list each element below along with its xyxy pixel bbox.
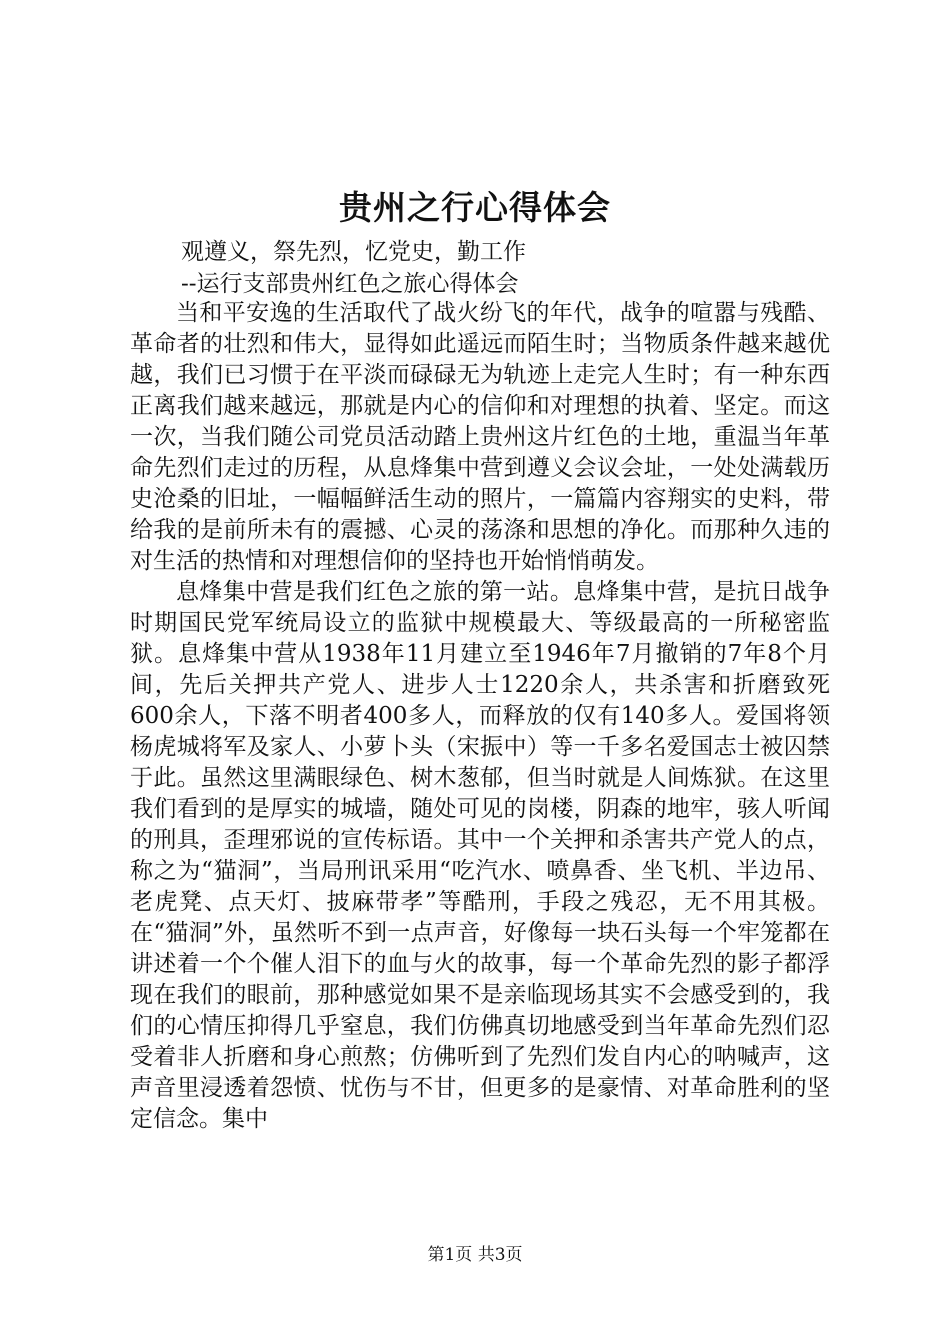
document-title: 贵州之行心得体会	[339, 188, 611, 227]
body-paragraph: 息烽集中营是我们红色之旅的第一站。息烽集中营，是抗日战争时期国民党军统局设立的监狱中规模最大、等级最高的一所秘密监狱。息烽集中营从1938年11月建立至1946年7月撤销的7年8个月间，先后关押共产党人、进步人士1220余人，共杀害和折磨致死600余人，下落不明者400多人，而释放的仅有140多人。爱国将领杨虎城将军及家人、小萝卜头（宋振中）等一千多名爱国志士被囚禁于此。虽然这里满眼绿色、树木葱郁，但当时就是人间炼狱。在这里我们看到的是厚实的城墙，随处可见的岗楼，阴森的地牢，骇人听闻的刑具，歪理邪说的宣传标语。其中一个关押和杀害共产党人的点，称之为“猫洞”，当局刑讯采用“吃汽水、喷鼻香、坐飞机、半边吊、老虎凳、点天灯、披麻带孝”等酷刑，手段之残忍，无不用其极。在“猫洞”外，虽然听不到一点声音，好像每一块石头每一个牢笼都在讲述着一个个催人泪下的血与火的故事，每一个革命先烈的影子都浮现在我们的眼前，那种感觉如果不是亲临现场其实不会感受到的，我们的心情压抑得几乎窒息，我们仿佛真切地感受到当年革命先烈们忍受着非人折磨和身心煎熬；仿佛听到了先烈们发自内心的呐喊声，这声音里浸透着怨愤、忧伤与不甘，但更多的是豪情、对革命胜利的坚定信念。集中	[130, 579, 830, 1132]
document-subtitle: 观遵义，祭先烈，忆党史，勤工作	[181, 239, 526, 265]
document-subheading: --运行支部贵州红色之旅心得体会	[181, 271, 519, 297]
document-body	[130, 298, 830, 1135]
page-number-footer: 第1页 共3页	[427, 1245, 523, 1265]
body-paragraph: 当和平安逸的生活取代了战火纷飞的年代，战争的喧嚣与残酷、革命者的壮烈和伟大，显得如此遥远而陌生时；当物质条件越来越优越，我们已习惯于在平淡而碌碌无为轨迹上走完人生时；有一种东西正离我们越来越远，那就是内心的信仰和对理想的执着、坚定。而这一次，当我们随公司党员活动踏上贵州这片红色的土地，重温当年革命先烈们走过的历程，从息烽集中营到遵义会议会址，一处处满载历史沧桑的旧址，一幅幅鲜活生动的照片，一篇篇内容翔实的史料，带给我的是前所未有的震撼、心灵的荡涤和思想的净化。而那种久违的对生活的热情和对理想信仰的坚持也开始悄悄萌发。	[130, 300, 830, 574]
